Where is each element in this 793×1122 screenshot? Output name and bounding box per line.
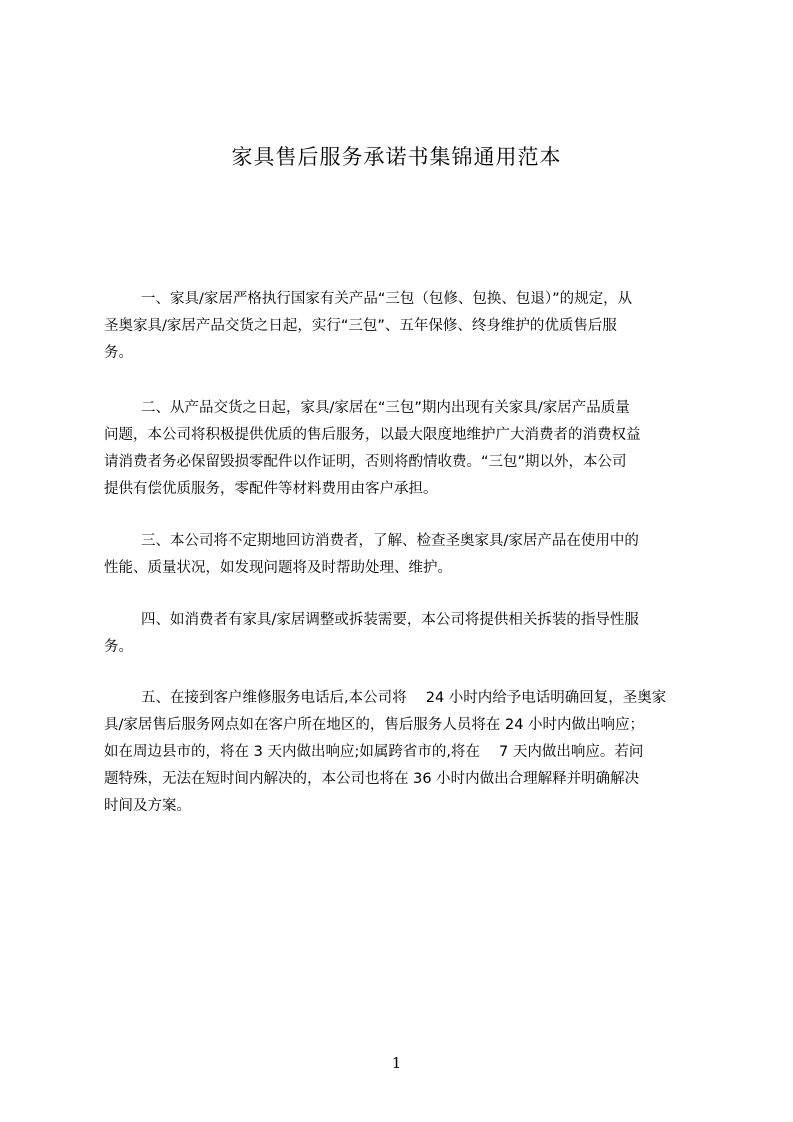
paragraph-line: 五、在接到客户维修服务电话后,本公司将 24 小时内给予电话明确回复，圣奥家 — [141, 690, 667, 706]
paragraph-line: 三、本公司将不定期地回访消费者，了解、检查圣奥家具/家居产品在使用中的 — [141, 533, 639, 549]
paragraph-1 — [104, 286, 706, 367]
paragraph-line: 提供有偿优质服务，零配件等材料费用由客户承担。 — [104, 481, 438, 497]
paragraph-line: 二、从产品交货之日起，家具/家居在“三包”期内出现有关家具/家居产品质量 — [141, 400, 630, 416]
paragraph-5 — [104, 685, 706, 820]
paragraph-line: 一、家具/家居严格执行国家有关产品“三包（包修、包换、包退）”的规定，从 — [141, 291, 633, 307]
paragraph-line: 务。 — [104, 345, 133, 361]
page-number: 1 — [391, 1054, 402, 1072]
paragraph-line: 如在周边县市的，将在 3 天内做出响应;如属跨省市的,将在 7 天内做出响应。若问 — [104, 744, 644, 760]
paragraph-line: 问题，本公司将积极提供优质的售后服务，以最大限度地维护广大消费者的消费权益 — [104, 427, 641, 443]
paragraph-line: 性能、质量状况，如发现问题将及时帮助处理、维护。 — [104, 560, 452, 576]
document-title: 家具售后服务承诺书集锦通用范本 — [231, 145, 562, 169]
paragraph-4 — [104, 607, 706, 661]
paragraph-line: 具/家居售后服务网点如在客户所在地区的，售后服务人员将在 24 小时内做出响应； — [104, 717, 645, 733]
paragraph-line: 题特殊，无法在短时间内解决的，本公司也将在 36 小时内做出合理解释并明确解决 — [104, 771, 640, 787]
paragraph-line: 四、如消费者有家具/家居调整或拆装需要，本公司将提供相关拆装的指导性服 — [141, 612, 639, 628]
paragraph-line: 请消费者务必保留毁损零配件以作证明，否则将酌情收费。“三包”期以外，本公司 — [104, 454, 627, 470]
paragraph-line: 务。 — [104, 639, 133, 655]
paragraph-line: 时间及方案。 — [104, 798, 191, 814]
paragraph-line: 圣奥家具/家居产品交货之日起，实行“三包”、五年保修、终身维护的优质售后服 — [104, 318, 617, 334]
paragraph-2 — [104, 395, 706, 503]
paragraph-3 — [104, 528, 706, 582]
